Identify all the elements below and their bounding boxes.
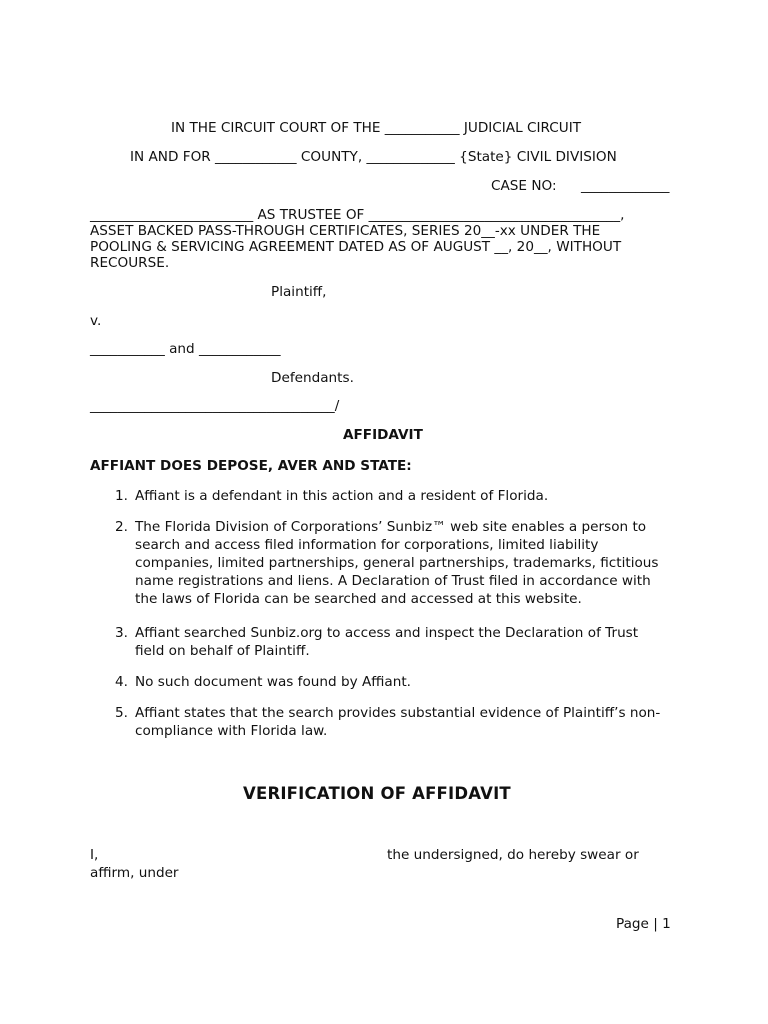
list-item-text	[135, 487, 675, 505]
plaintiff-description-line: POOLING & SERVICING AGREEMENT DATED AS OF AUGUST __, 20__, WITHOUT	[90, 239, 622, 255]
plaintiff-name-line: ________________________ AS TRUSTEE OF _____________________________________,	[90, 207, 625, 223]
defendants-name-line: ___________ and ____________	[90, 341, 281, 357]
list-item-text	[135, 624, 675, 660]
case-number-value: _____________	[581, 178, 670, 194]
list-item-line: Affiant is a defendant in this action and a resident of Florida.	[135, 488, 549, 504]
list-item-text	[135, 704, 675, 740]
list-item-line: compliance with Florida law.	[135, 723, 328, 739]
court-caption-line: IN THE CIRCUIT COURT OF THE ___________ JUDICIAL CIRCUIT	[171, 120, 582, 136]
list-item-line: the laws of Florida can be searched and accessed at this website.	[135, 591, 582, 607]
list-item-line: Affiant searched Sunbiz.org to access and inspect the Declaration of Trust	[135, 625, 639, 641]
list-item-number: 5.	[115, 705, 128, 721]
list-item-line: Affiant states that the search provides substantial evidence of Plaintiff’s non-	[135, 705, 661, 721]
caption-closing-line: ____________________________________/	[90, 398, 340, 414]
case-number-label: CASE NO:	[491, 178, 557, 194]
plaintiff-description-line: RECOURSE.	[90, 255, 170, 271]
list-item-number: 1.	[115, 488, 128, 504]
list-item-line: field on behalf of Plaintiff.	[135, 643, 310, 659]
list-item-number: 2.	[115, 519, 128, 535]
list-item-number: 3.	[115, 625, 128, 641]
list-item-text	[135, 673, 675, 691]
versus-label: v.	[90, 313, 102, 329]
county-caption-line: IN AND FOR ____________ COUNTY, _____________ {State} CIVIL DIVISION	[130, 149, 617, 165]
list-item-text	[135, 518, 675, 608]
plaintiff-label: Plaintiff,	[271, 284, 327, 300]
list-item-line: The Florida Division of Corporations’ Sunbiz™ web site enables a person to	[135, 519, 647, 535]
verification-text-start: I,	[90, 847, 99, 863]
list-item-line: name registrations and liens. A Declaration of Trust filed in accordance with	[135, 573, 651, 589]
affidavit-intro: AFFIANT DOES DEPOSE, AVER AND STATE:	[90, 458, 412, 474]
plaintiff-description-line: ASSET BACKED PASS-THROUGH CERTIFICATES, SERIES 20__-xx UNDER THE	[90, 223, 601, 239]
affidavit-title: AFFIDAVIT	[343, 427, 423, 443]
verification-text-middle: the undersigned, do hereby swear or	[387, 847, 639, 863]
page-number: Page | 1	[616, 916, 671, 932]
list-item-number: 4.	[115, 674, 128, 690]
verification-title: VERIFICATION OF AFFIDAVIT	[243, 784, 511, 803]
defendants-label: Defendants.	[271, 370, 354, 386]
list-item-line: No such document was found by Affiant.	[135, 674, 411, 690]
list-item-line: companies, limited partnerships, general partnerships, trademarks, fictitious	[135, 555, 659, 571]
verification-text-end: affirm, under	[90, 865, 179, 881]
list-item-line: search and access filed information for corporations, limited liability	[135, 537, 599, 553]
